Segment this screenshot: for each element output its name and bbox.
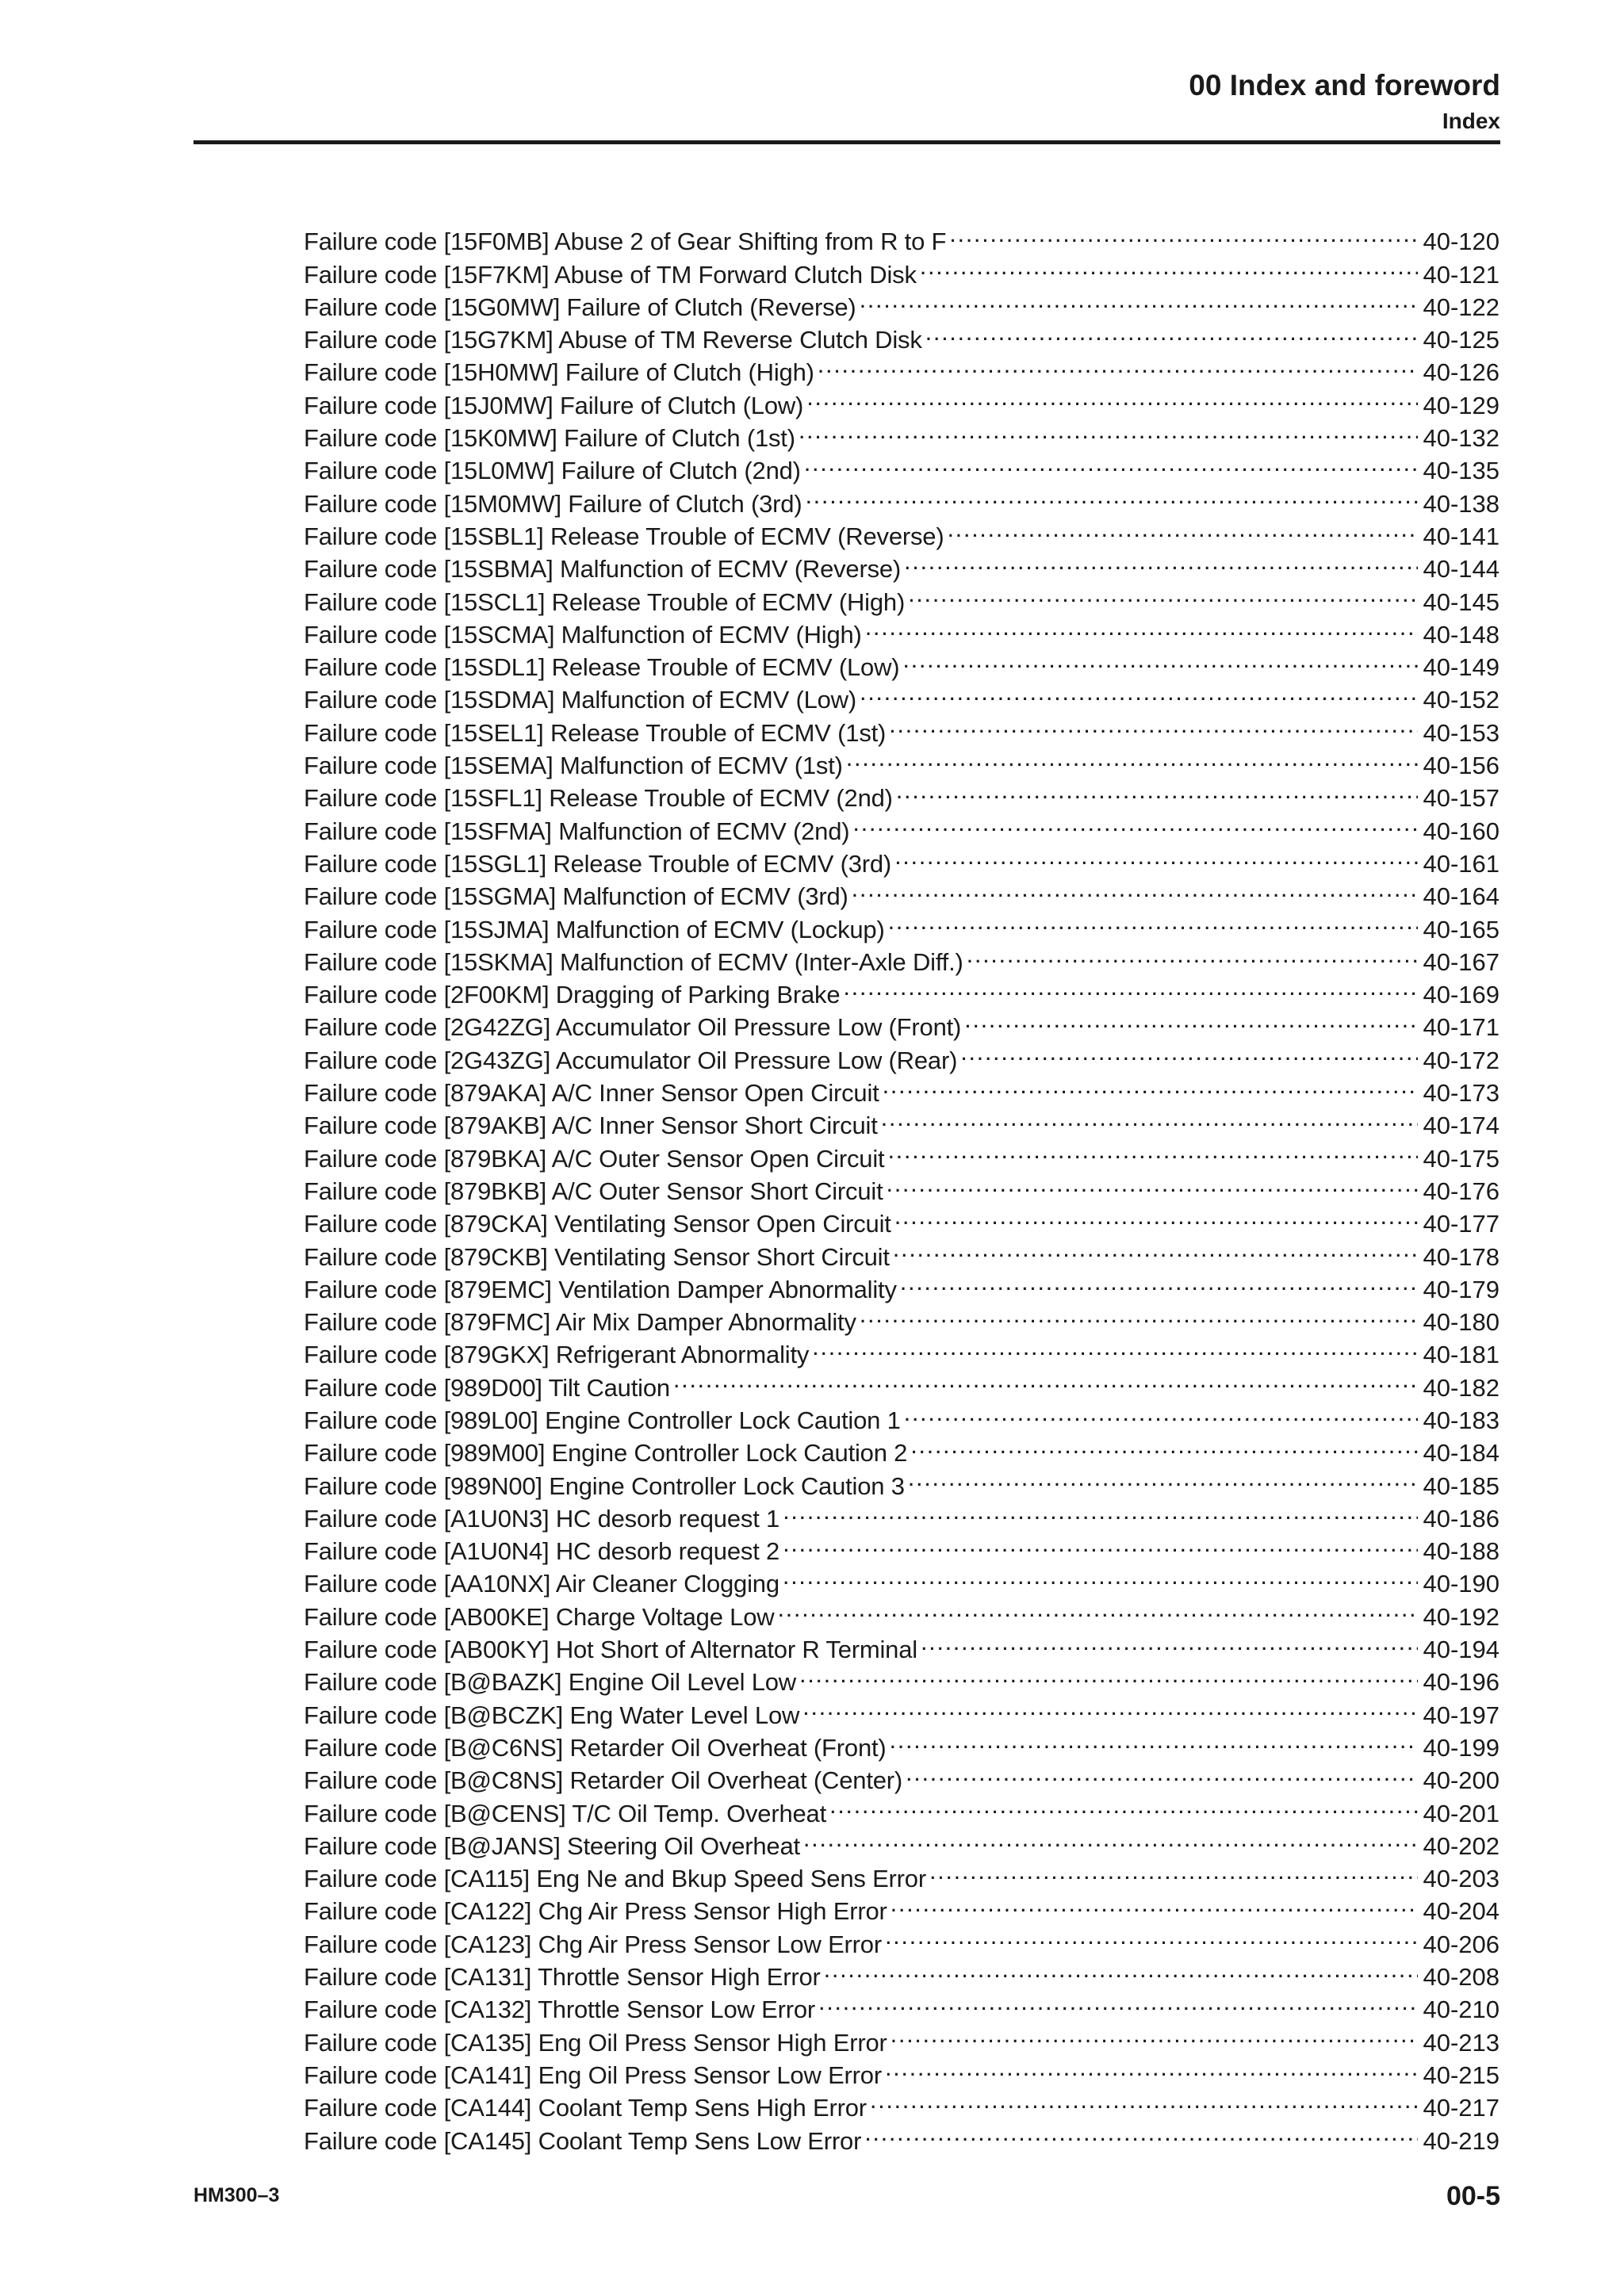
dot-leader (783, 1527, 1418, 1559)
dot-leader (783, 1494, 1418, 1527)
dot-leader (893, 1232, 1419, 1265)
index-entry-page: 40-213 (1423, 2028, 1500, 2057)
index-entry-page: 40-197 (1423, 1701, 1500, 1729)
dot-leader (888, 905, 1419, 937)
dot-leader (829, 1789, 1418, 1821)
page-number: 00-5 (1446, 2181, 1500, 2211)
dot-leader (846, 741, 1419, 774)
index-entry-page: 40-179 (1423, 1275, 1500, 1303)
dot-leader (920, 250, 1419, 282)
index-entry-title: Failure code [A1U0N3] HC desorb request 1 (304, 1504, 780, 1533)
dot-leader (673, 1363, 1419, 1395)
dot-leader (885, 2051, 1419, 2084)
dot-leader (843, 970, 1418, 1003)
dot-leader (803, 1822, 1419, 1854)
dot-leader (904, 1396, 1419, 1429)
index-entry-page: 40-219 (1423, 2126, 1500, 2155)
index-entry-title: Failure code [CA131] Throttle Sensor High Error (304, 1963, 821, 1992)
index-list (304, 217, 1500, 2155)
index-entry-title: Failure code [B@BCZK] Eng Water Level Low (304, 1701, 800, 1729)
model-name: HM300–3 (193, 2184, 280, 2206)
header-divider (193, 140, 1500, 144)
index-entry-page: 40-145 (1423, 587, 1500, 616)
dot-leader (902, 643, 1418, 675)
index-entry-title: Failure code [15SBL1] Release Trouble of ECMV (Reverse) (304, 522, 944, 550)
index-entry-title: Failure code [15SCMA] Malfunction of ECMV (High) (304, 620, 862, 649)
index-entry-title: Failure code [15SDMA] Malfunction of ECMV (Low) (304, 686, 856, 714)
dot-leader (949, 217, 1418, 250)
index-entry-page: 40-176 (1423, 1177, 1500, 1205)
index-entry-title: Failure code [2G43ZG] Accumulator Oil Pressure Low (Rear) (304, 1046, 958, 1074)
index-entry-title: Failure code [15J0MW] Failure of Clutch (Low) (304, 391, 804, 419)
dot-leader (960, 1035, 1418, 1068)
index-entry-page: 40-126 (1423, 358, 1500, 387)
index-entry-title: Failure code [AB00KE] Charge Voltage Low (304, 1602, 775, 1631)
index-entry-title: Failure code [CA145] Coolant Temp Sens Low Error (304, 2126, 862, 2155)
index-entry-page: 40-171 (1423, 1013, 1500, 1042)
dot-leader (887, 1167, 1419, 1200)
index-entry-title: Failure code [15M0MW] Failure of Clutch (3rd) (304, 489, 802, 518)
index-entry-title: Failure code [CA132] Throttle Sensor Low Error (304, 1996, 815, 2024)
index-entry-page: 40-186 (1423, 1504, 1500, 1533)
index-entry-title: Failure code [B@CENS] T/C Oil Temp. Overheat (304, 1799, 826, 1827)
index-entry-page: 40-190 (1423, 1570, 1500, 1598)
index-entry-title: Failure code [15K0MW] Failure of Clutch (1st) (304, 424, 795, 453)
index-entry-page: 40-208 (1423, 1963, 1500, 1992)
index-entry-title: Failure code [2G42ZG] Accumulator Oil Pressure Low (Front) (304, 1013, 962, 1042)
dot-leader (885, 1919, 1419, 1952)
dot-leader (906, 1756, 1418, 1789)
index-entry-page: 40-202 (1423, 1831, 1500, 1860)
index-entry-page: 40-175 (1423, 1144, 1500, 1173)
index-entry-title: Failure code [CA141] Eng Oil Press Sensor Low Error (304, 2061, 882, 2089)
index-entry-title: Failure code [989D00] Tilt Caution (304, 1373, 670, 1402)
index-entry[interactable] (304, 217, 1500, 256)
index-entry-page: 40-188 (1423, 1537, 1500, 1566)
index-entry-page: 40-204 (1423, 1897, 1500, 1926)
index-entry-page: 40-157 (1423, 784, 1500, 813)
dot-leader (881, 1101, 1419, 1134)
index-entry-title: Failure code [879CKB] Ventilating Sensor Short Circuit (304, 1242, 890, 1271)
index-entry-page: 40-199 (1423, 1733, 1500, 1762)
index-entry-title: Failure code [B@JANS] Steering Oil Overheat (304, 1831, 800, 1860)
index-entry-title: Failure code [15SEL1] Release Trouble of ECMV (1st) (304, 718, 887, 747)
dot-leader (929, 1854, 1419, 1887)
dot-leader (889, 708, 1418, 740)
index-entry-page: 40-206 (1423, 1930, 1500, 1958)
index-entry-title: Failure code [989L00] Engine Controller Lock Caution 1 (304, 1406, 901, 1434)
dot-leader (783, 1559, 1419, 1592)
index-entry-page: 40-194 (1423, 1636, 1500, 1664)
index-entry-title: Failure code [15SJMA] Malfunction of ECMV (Lockup) (304, 915, 885, 943)
dot-leader (799, 414, 1419, 446)
index-entry-title: Failure code [15G0MW] Failure of Clutch (Reverse) (304, 293, 856, 321)
dot-leader (799, 1658, 1418, 1690)
index-entry-page: 40-165 (1423, 915, 1500, 943)
index-entry-title: Failure code [15H0MW] Failure of Clutch (High) (304, 358, 814, 387)
dot-leader (777, 1592, 1418, 1624)
index-entry-title: Failure code [CA123] Chg Air Press Sensor Low Error (304, 1930, 882, 1958)
index-entry-page: 40-167 (1423, 947, 1500, 976)
index-entry-title: Failure code [15SFMA] Malfunction of ECMV (2nd) (304, 817, 850, 845)
index-entry-page: 40-132 (1423, 424, 1500, 453)
index-entry-title: Failure code [15SEMA] Malfunction of ECMV (1st) (304, 752, 843, 780)
index-entry-page: 40-144 (1423, 555, 1500, 584)
dot-leader (802, 1690, 1418, 1723)
index-entry-page: 40-183 (1423, 1406, 1500, 1434)
index-entry-page: 40-201 (1423, 1799, 1500, 1827)
index-entry-page: 40-122 (1423, 293, 1500, 321)
index-entry-page: 40-200 (1423, 1766, 1500, 1795)
dot-leader (896, 774, 1419, 806)
index-entry-title: Failure code [B@C8NS] Retarder Oil Overheat (Center) (304, 1766, 903, 1795)
index-entry-page: 40-180 (1423, 1308, 1500, 1337)
index-entry-page: 40-196 (1423, 1668, 1500, 1697)
index-entry-title: Failure code [CA115] Eng Ne and Bkup Speed Sens Error (304, 1865, 926, 1893)
dot-leader (894, 1200, 1419, 1232)
dot-leader (921, 1625, 1419, 1658)
index-entry-title: Failure code [989N00] Engine Controller Lock Caution 3 (304, 1471, 905, 1500)
dot-leader (818, 348, 1419, 381)
dot-leader (925, 316, 1419, 348)
dot-leader (865, 610, 1419, 643)
index-entry-page: 40-174 (1423, 1112, 1500, 1140)
index-entry-page: 40-121 (1423, 260, 1500, 289)
index-entry-page: 40-149 (1423, 653, 1500, 682)
index-entry-page: 40-160 (1423, 817, 1500, 845)
index-entry-page: 40-153 (1423, 718, 1500, 747)
index-entry-page: 40-181 (1423, 1341, 1500, 1369)
index-entry-title: Failure code [15L0MW] Failure of Clutch (2nd) (304, 457, 801, 485)
dot-leader (908, 577, 1418, 610)
index-entry-title: Failure code [A1U0N4] HC desorb request 2 (304, 1537, 780, 1566)
dot-leader (860, 675, 1418, 708)
dot-leader (860, 283, 1419, 316)
dot-leader (852, 872, 1419, 905)
section-title: Index (1442, 109, 1500, 133)
dot-leader (824, 1953, 1419, 1985)
dot-leader (860, 1298, 1419, 1330)
dot-leader (805, 479, 1418, 511)
index-entry-title: Failure code [989M00] Engine Controller Lock Caution 2 (304, 1439, 908, 1468)
dot-leader (812, 1330, 1418, 1363)
dot-leader (947, 512, 1418, 545)
index-entry-title: Failure code [CA122] Chg Air Press Sensor High Error (304, 1897, 887, 1926)
index-entry-page: 40-148 (1423, 620, 1500, 649)
dot-leader (818, 1985, 1418, 2018)
index-entry-page: 40-177 (1423, 1210, 1500, 1238)
dot-leader (900, 1265, 1419, 1298)
dot-leader (890, 1724, 1419, 1756)
index-entry-page: 40-152 (1423, 686, 1500, 714)
index-entry-page: 40-215 (1423, 2061, 1500, 2089)
dot-leader (964, 1003, 1418, 1035)
index-entry-page: 40-184 (1423, 1439, 1500, 1468)
index-entry-page: 40-172 (1423, 1046, 1500, 1074)
index-entry-title: Failure code [15SGL1] Release Trouble of ECMV (3rd) (304, 849, 892, 878)
index-entry-title: Failure code [15SKMA] Malfunction of ECMV (Inter-Axle Diff.) (304, 947, 963, 976)
dot-leader (864, 2116, 1418, 2149)
index-entry-title: Failure code [B@C6NS] Retarder Oil Overheat (Front) (304, 1733, 887, 1762)
dot-leader (806, 381, 1418, 413)
index-entry-title: Failure code [AB00KY] Hot Short of Alternator R Terminal (304, 1636, 917, 1664)
dot-leader (908, 1461, 1419, 1494)
index-entry-title: Failure code [879AKA] A/C Inner Sensor Open Circuit (304, 1079, 879, 1108)
index-entry-page: 40-125 (1423, 326, 1500, 354)
index-entry-title: Failure code [15SFL1] Release Trouble of ECMV (2nd) (304, 784, 893, 813)
index-entry-page: 40-203 (1423, 1865, 1500, 1893)
index-entry-page: 40-138 (1423, 489, 1500, 518)
index-entry-title: Failure code [15F0MB] Abuse 2 of Gear Shifting from R to F (304, 228, 947, 256)
page-header (193, 68, 1500, 144)
dot-leader (870, 2084, 1419, 2116)
index-entry-title: Failure code [15SBMA] Malfunction of ECMV (Reverse) (304, 555, 902, 584)
chapter-title: 00 Index and foreword (1189, 69, 1500, 101)
dot-leader (967, 938, 1419, 970)
dot-leader (910, 1429, 1418, 1461)
index-entry-title: Failure code [15F7KM] Abuse of TM Forward Clutch Disk (304, 260, 917, 289)
index-entry-page: 40-169 (1423, 981, 1500, 1009)
index-entry-title: Failure code [879EMC] Ventilation Damper Abnormality (304, 1275, 897, 1303)
index-entry-page: 40-141 (1423, 522, 1500, 550)
index-entry-title: Failure code [AA10NX] Air Cleaner Clogging (304, 1570, 779, 1598)
index-entry-title: Failure code [879CKA] Ventilating Sensor Open Circuit (304, 1210, 891, 1238)
index-entry-page: 40-164 (1423, 882, 1500, 911)
index-entry-page: 40-120 (1423, 228, 1500, 256)
dot-leader (891, 1887, 1419, 1919)
index-entry-title: Failure code [CA135] Eng Oil Press Sensor High Error (304, 2028, 887, 2057)
index-entry-title: Failure code [879AKB] A/C Inner Sensor Short Circuit (304, 1112, 878, 1140)
index-entry-title: Failure code [15SCL1] Release Trouble of ECMV (High) (304, 587, 906, 616)
index-entry-title: Failure code [879GKX] Refrigerant Abnormality (304, 1341, 810, 1369)
dot-leader (894, 840, 1418, 872)
index-entry-title: Failure code [15SDL1] Release Trouble of ECMV (Low) (304, 653, 900, 682)
index-entry-page: 40-173 (1423, 1079, 1500, 1108)
index-entry-page: 40-192 (1423, 1602, 1500, 1631)
index-entry-page: 40-178 (1423, 1242, 1500, 1271)
index-entry-page: 40-185 (1423, 1471, 1500, 1500)
index-entry-title: Failure code [879BKA] A/C Outer Sensor Open Circuit (304, 1144, 885, 1173)
dot-leader (804, 446, 1419, 479)
index-entry-page: 40-161 (1423, 849, 1500, 878)
index-entry-page: 40-217 (1423, 2094, 1500, 2122)
index-entry-page: 40-182 (1423, 1373, 1500, 1402)
index-entry-page: 40-129 (1423, 391, 1500, 419)
dot-leader (891, 2018, 1419, 2050)
dot-leader (887, 1134, 1418, 1166)
dot-leader (904, 545, 1418, 577)
dot-leader (852, 806, 1418, 839)
index-entry-title: Failure code [2F00KM] Dragging of Parking Brake (304, 981, 841, 1009)
dot-leader (883, 1069, 1419, 1101)
index-entry-title: Failure code [15SGMA] Malfunction of ECMV (3rd) (304, 882, 848, 911)
index-entry-title: Failure code [879FMC] Air Mix Damper Abnormality (304, 1308, 856, 1337)
index-entry-page: 40-156 (1423, 752, 1500, 780)
index-entry-title: Failure code [15G7KM] Abuse of TM Reverse Clutch Disk (304, 326, 922, 354)
index-entry-page: 40-210 (1423, 1996, 1500, 2024)
index-entry-page: 40-135 (1423, 457, 1500, 485)
index-entry-title: Failure code [CA144] Coolant Temp Sens High Error (304, 2094, 867, 2122)
index-entry-title: Failure code [879BKB] A/C Outer Sensor Short Circuit (304, 1177, 883, 1205)
index-entry-title: Failure code [B@BAZK] Engine Oil Level Low (304, 1668, 796, 1697)
